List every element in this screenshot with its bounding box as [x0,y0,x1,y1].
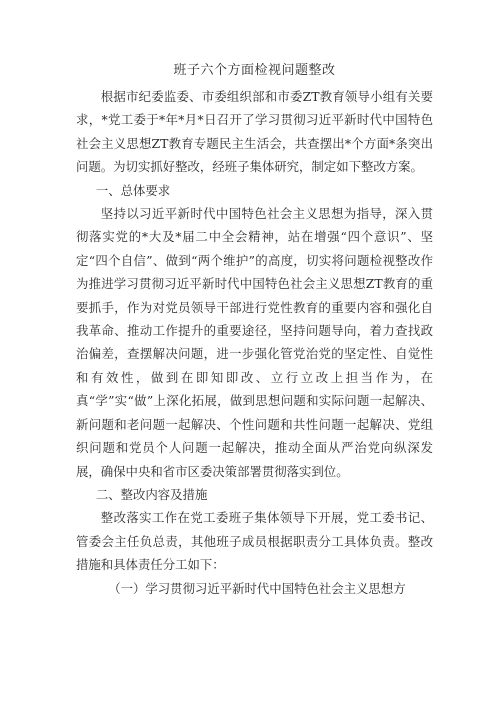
document-page [76,62,433,600]
section-heading-general-requirements: 一、总体要求 [95,182,171,198]
subsection-heading-study: （一）学习贯彻习近平新时代中国特色社会主义思想方 [108,580,406,596]
section-heading-rectification-content: 二、整改内容及措施 [95,486,208,502]
rectification-content-paragraph: 整改落实工作在党工委班子集体领导下开展，党工委书记、管委会主任负总责，其他班子成员根据职责分工具体负责。整改措施和具体责任分工如下： [76,510,433,573]
document-title: 班子六个方面检视问题整改 [173,63,336,78]
intro-paragraph: 根据市纪委监委、市委组织部和市委ZT教育领导小组有关要求，*党工委于*年*月*日召开了学习贯彻习近平新时代中国特色社会主义思想ZT教育专题民主生活会，共查摆出*个方面*条突出问题。为切实抓好整改，经班子集体研究，制定如下整改方案。 [76,89,433,175]
general-requirements-paragraph: 坚持以习近平新时代中国特色社会主义思想为指导，深入贯彻落实党的*大及*届二中全会精神，站在增强“四个意识”、坚定“四个自信”、做到“两个维护”的高度，切实将问题检视整改作为推进学习贯彻习近平新时代中国特色社会主义思想ZT教育的重要抓手，作为对党员领导干部进行党性教育的重要内容和强化自我革命、推动工作提升的重要途径，坚持问题导向，着力查找政治偏差，查摆解决问题，进一步强化管党治党的坚定性、自觉性和有效性，做到在即知即改、立行立改上担当作为，在真“学”实“做”上深化拓展，做到思想问题和实际问题一起解决、新问题和老问题一起解决、个性问题和共性问题一起解决、党组织问题和党员个人问题一起解决，推动全面从严治党向纵深发展，确保中央和省市区委决策部署贯彻落实到位。 [76,206,433,479]
